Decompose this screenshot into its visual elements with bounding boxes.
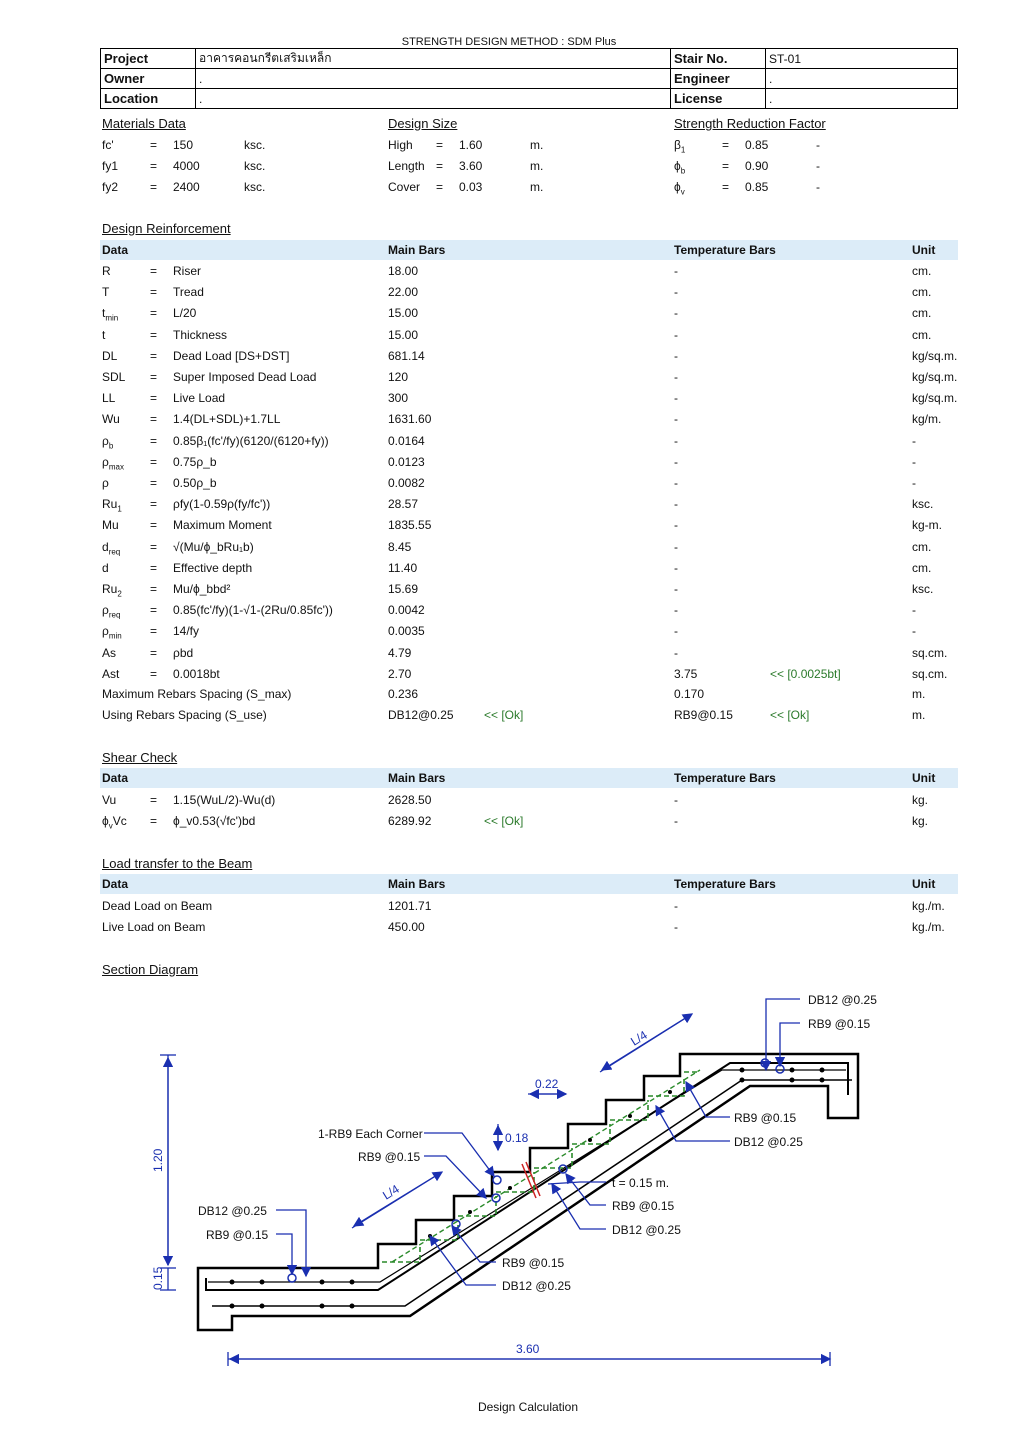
reinf-row-temp: 3.75 bbox=[674, 666, 698, 681]
design_size-unit: m. bbox=[530, 180, 544, 194]
reinf-row-main: 11.40 bbox=[388, 560, 418, 575]
reduction-symbol-symbol: ϕ bbox=[674, 180, 681, 194]
load-heading: Load transfer to the Beam bbox=[102, 856, 253, 871]
reinf-row-desc: 0.0018bt bbox=[173, 666, 220, 681]
label-l4-top: L/4 bbox=[628, 1027, 650, 1049]
reduction-symbol-subscript: b bbox=[680, 166, 686, 176]
reinf-row-unit: ksc. bbox=[912, 497, 934, 512]
reinf-row-main: 0.0082 bbox=[388, 476, 425, 490]
reinf-row-desc: Super Imposed Dead Load bbox=[173, 370, 317, 384]
label-db12-left: DB12 @0.25 bbox=[198, 1204, 267, 1218]
smax-label: Maximum Rebars Spacing (S_max) bbox=[102, 687, 292, 701]
stair-value: ST-01 bbox=[766, 49, 958, 69]
smax-unit: m. bbox=[912, 687, 926, 701]
shear-row-unit: kg. bbox=[912, 814, 929, 828]
reinf-row-symbol-symbol: ρ bbox=[102, 476, 109, 490]
leader-db12-bottom bbox=[430, 1236, 496, 1285]
label-rb9-right: RB9 @0.15 bbox=[734, 1111, 797, 1125]
reinf-row-temp: - bbox=[674, 306, 678, 321]
reinf-row-desc: Thickness bbox=[173, 327, 228, 342]
reinf-row-temp: - bbox=[674, 645, 678, 660]
materials-heading: Materials Data bbox=[102, 116, 186, 131]
reinf-row-temp: - bbox=[674, 497, 678, 512]
reinf-row-unit: ksc. bbox=[912, 582, 934, 596]
license-value: . bbox=[766, 89, 958, 109]
reinf-row-temp: - bbox=[674, 264, 678, 278]
reinf-row-symbol-subscript: req bbox=[108, 610, 121, 620]
reinf-row-symbol-symbol: T bbox=[102, 285, 110, 300]
load-row-unit: kg./m. bbox=[912, 920, 945, 934]
reinf-row-symbol-symbol: Mu bbox=[102, 518, 119, 533]
reinf-row-symbol-symbol: t bbox=[102, 306, 106, 321]
reinf-row-unit: kg/m. bbox=[912, 412, 942, 427]
label-corner: 1-RB9 Each Corner bbox=[318, 1127, 423, 1141]
reinf-row-desc: 0.85(fc'/fy)(1-√1-(2Ru/0.85fc')) bbox=[173, 603, 333, 618]
shear-row-desc: 1.15(WuL/2)-Wu(d) bbox=[173, 793, 276, 807]
reinf-row-temp: - bbox=[674, 412, 678, 427]
reduction-symbol-symbol: ϕ bbox=[674, 159, 681, 173]
reinf-row-main: 1631.60 bbox=[388, 412, 432, 427]
reinf-row-symbol bbox=[102, 306, 118, 322]
shear-row-symbol bbox=[102, 793, 116, 807]
reduction-value: 0.90 bbox=[745, 159, 769, 173]
shear-row-equals: = bbox=[150, 793, 158, 807]
load-col-unit: Unit bbox=[912, 877, 936, 891]
owner-value: . bbox=[196, 69, 671, 89]
reinf-row-desc: 14/fy bbox=[173, 624, 200, 639]
reinf-row-main: 120 bbox=[388, 370, 409, 384]
reinf-row-main: 2.70 bbox=[388, 666, 412, 681]
reduction-symbol bbox=[674, 159, 685, 175]
load-row-temp: - bbox=[674, 920, 678, 934]
reduction-symbol-subscript: v bbox=[680, 187, 685, 197]
label-thickness: t = 0.15 m. bbox=[612, 1176, 670, 1190]
reinf-row-symbol bbox=[102, 476, 109, 490]
reinf-row-symbol-symbol: ρ bbox=[102, 454, 109, 469]
reinf-row-desc: 0.75ρ_b bbox=[173, 454, 217, 469]
reinf-row-unit: kg-m. bbox=[912, 518, 942, 533]
reinf-row-temp: - bbox=[674, 582, 678, 596]
reinf-row-symbol-subscript: 2 bbox=[117, 589, 122, 599]
suse-temp-ok: << [Ok] bbox=[770, 708, 810, 722]
reinf-row-symbol-symbol: d bbox=[102, 560, 109, 575]
owner-label: Owner bbox=[101, 69, 196, 89]
design_size-unit: m. bbox=[530, 159, 544, 173]
materials-equals: = bbox=[150, 159, 158, 173]
reinf-row-symbol bbox=[102, 328, 105, 342]
reinf-row-main: 4.79 bbox=[388, 645, 412, 660]
reinf-row-symbol bbox=[102, 518, 119, 532]
reinf-row-symbol-symbol: ρ bbox=[102, 433, 109, 448]
reinf-row-symbol-symbol: DL bbox=[102, 348, 118, 363]
label-db12-right: DB12 @0.25 bbox=[734, 1135, 803, 1149]
reinf-row-equals: = bbox=[150, 518, 158, 533]
reinf-row-unit: - bbox=[912, 603, 916, 618]
reinf-row-main: 15.00 bbox=[388, 327, 419, 342]
label-tread: 0.22 bbox=[535, 1077, 559, 1091]
reinf-row-symbol-subscript: req bbox=[108, 546, 121, 556]
reinf-row-equals: = bbox=[150, 454, 158, 469]
materials-equals: = bbox=[150, 138, 158, 152]
engineer-label: Engineer bbox=[671, 69, 766, 89]
reduction-value: 0.85 bbox=[745, 180, 769, 194]
reinf-row-temp: - bbox=[674, 348, 678, 363]
reinf-row-symbol-subscript: min bbox=[105, 313, 119, 323]
load-row-main: 1201.71 bbox=[388, 899, 432, 913]
shear-row-main: 6289.92 bbox=[388, 814, 432, 828]
leader-thickness bbox=[548, 1182, 606, 1184]
reinf-row-equals: = bbox=[150, 370, 158, 384]
smax-main: 0.236 bbox=[388, 687, 419, 701]
load-row-desc: Dead Load on Beam bbox=[102, 899, 213, 913]
diagram-heading: Section Diagram bbox=[102, 962, 199, 977]
reinf-row-equals: = bbox=[150, 624, 158, 639]
reinf-row-unit: cm. bbox=[912, 560, 932, 575]
materials-unit: ksc. bbox=[244, 180, 266, 194]
materials-symbol: fy1 bbox=[102, 159, 119, 173]
reduction-symbol-symbol: β bbox=[674, 138, 681, 152]
leader-db12-top bbox=[766, 999, 800, 1070]
reinforcement-header-band bbox=[100, 240, 958, 260]
reinf-row-equals: = bbox=[150, 603, 158, 618]
reinf-row-temp: - bbox=[674, 285, 678, 300]
reinf-row-desc: Tread bbox=[173, 285, 204, 300]
reinf-row-symbol bbox=[102, 434, 113, 450]
project-header-table bbox=[100, 48, 958, 109]
design_size-symbol: Cover bbox=[388, 180, 421, 194]
reinf-col-main: Main Bars bbox=[388, 243, 446, 257]
reinf-row-equals: = bbox=[150, 327, 158, 342]
shear-row-unit: kg. bbox=[912, 793, 929, 807]
reinf-row-symbol bbox=[102, 582, 122, 598]
reinf-row-unit: - bbox=[912, 454, 916, 469]
materials-symbol: fc' bbox=[102, 138, 114, 152]
reinf-row-desc: ρfy(1-0.59ρ(fy/fc')) bbox=[173, 497, 271, 512]
reinf-row-symbol bbox=[102, 603, 120, 619]
reinf-row-main: 28.57 bbox=[388, 497, 419, 512]
design_size-value: 3.60 bbox=[459, 159, 483, 173]
reinf-row-unit: sq.cm. bbox=[912, 645, 948, 660]
reinf-row-symbol bbox=[102, 561, 109, 575]
label-db12-bottom: DB12 @0.25 bbox=[502, 1279, 571, 1293]
reinf-row-temp: - bbox=[674, 327, 678, 342]
reinf-row-equals: = bbox=[150, 348, 158, 363]
materials-unit: ksc. bbox=[244, 159, 266, 173]
reinf-row-desc: ρbd bbox=[173, 645, 194, 660]
reduction-value: 0.85 bbox=[745, 138, 769, 152]
location-value: . bbox=[196, 89, 671, 109]
reinf-row-equals: = bbox=[150, 539, 158, 554]
design_size-symbol: Length bbox=[388, 159, 425, 173]
materials-unit: ksc. bbox=[244, 138, 266, 152]
rebar-circles bbox=[288, 1059, 784, 1282]
stair-label: Stair No. bbox=[671, 49, 766, 69]
reinf-row-temp: - bbox=[674, 370, 678, 384]
design_size-value: 1.60 bbox=[459, 138, 483, 152]
reinf-row-desc: L/20 bbox=[173, 306, 197, 321]
materials-symbol: fy2 bbox=[102, 180, 119, 194]
reinf-row-unit: cm. bbox=[912, 285, 932, 300]
label-db12-mid: DB12 @0.25 bbox=[612, 1223, 681, 1237]
shear-header-band bbox=[100, 768, 958, 788]
reinf-row-symbol-subscript: b bbox=[108, 440, 114, 450]
reduction-symbol bbox=[674, 180, 685, 196]
reinf-row-symbol-symbol: Ast bbox=[102, 666, 120, 681]
shear-row-desc: ϕ_v0.53(√fc')bd bbox=[173, 814, 256, 828]
label-rb9-mid: RB9 @0.15 bbox=[612, 1199, 675, 1213]
project-label: Project bbox=[101, 49, 196, 69]
location-label: Location bbox=[101, 89, 196, 109]
reinf-row-main: 300 bbox=[388, 391, 409, 406]
shear-col-data: Data bbox=[102, 771, 129, 785]
reinf-row-temp: - bbox=[674, 624, 678, 639]
label-db12-top: DB12 @0.25 bbox=[808, 993, 877, 1007]
rebar-dots bbox=[230, 1068, 825, 1309]
reinf-row-temp: - bbox=[674, 518, 678, 533]
reinf-row-desc: Maximum Moment bbox=[173, 518, 272, 533]
design_size-unit: m. bbox=[530, 138, 544, 152]
reinf-row-equals: = bbox=[150, 582, 158, 596]
stair-section-diagram bbox=[0, 980, 1018, 1380]
label-riser: 0.18 bbox=[505, 1131, 529, 1145]
reinf-row-unit: sq.cm. bbox=[912, 666, 948, 681]
label-rb9-corner: RB9 @0.15 bbox=[358, 1150, 421, 1164]
reinf-row-main: 15.00 bbox=[388, 306, 419, 321]
reinf-row-symbol-symbol: Wu bbox=[102, 412, 120, 427]
reinf-row-desc: √(Mu/ϕ_bRu₁b) bbox=[173, 539, 254, 554]
footer-caption: Design Calculation bbox=[477, 1400, 579, 1414]
shear-row-main: 2628.50 bbox=[388, 793, 432, 807]
smax-temp: 0.170 bbox=[674, 687, 705, 701]
load-row-main: 450.00 bbox=[388, 920, 425, 934]
reinf-row-equals: = bbox=[150, 306, 158, 321]
reinf-row-main: 1835.55 bbox=[388, 518, 432, 533]
reinf-row-equals: = bbox=[150, 560, 158, 575]
reinf-col-unit: Unit bbox=[912, 243, 936, 257]
label-rb9-bottom: RB9 @0.15 bbox=[502, 1256, 565, 1270]
reinf-row-equals: = bbox=[150, 391, 158, 406]
label-length: 3.60 bbox=[516, 1342, 540, 1356]
reinf-row-equals: = bbox=[150, 645, 158, 660]
design_size-value: 0.03 bbox=[459, 180, 483, 194]
reinf-row-symbol bbox=[102, 540, 120, 556]
design_size-equals: = bbox=[436, 180, 444, 194]
reinf-row-unit: - bbox=[912, 624, 916, 639]
reinf-row-temp: - bbox=[674, 476, 678, 490]
shear-row-symbol-symbol: ϕ bbox=[102, 814, 109, 828]
load-col-main: Main Bars bbox=[388, 877, 446, 891]
reinf-row-unit: cm. bbox=[912, 327, 932, 342]
suse-temp: RB9@0.15 bbox=[674, 708, 733, 722]
reinf-row-main: 0.0164 bbox=[388, 433, 425, 448]
reinf-row-symbol-subscript: min bbox=[108, 631, 122, 641]
reinf-row-temp-note: << [0.0025bt] bbox=[770, 666, 841, 681]
reinf-row-unit: cm. bbox=[912, 539, 932, 554]
reinf-row-main: 18.00 bbox=[388, 264, 419, 278]
reinf-row-desc: Mu/ϕ_bbd² bbox=[173, 582, 231, 596]
reinf-row-desc: Live Load bbox=[173, 391, 226, 406]
load-header-band bbox=[100, 874, 958, 894]
reinf-row-equals: = bbox=[150, 433, 158, 448]
license-label: License bbox=[671, 89, 766, 109]
materials-value: 4000 bbox=[173, 159, 200, 173]
reinf-row-symbol bbox=[102, 412, 120, 426]
label-slab: 0.15 bbox=[151, 1266, 165, 1290]
reinf-row-symbol-subscript: max bbox=[108, 462, 124, 472]
load-row-desc: Live Load on Beam bbox=[102, 920, 206, 934]
reinf-row-symbol bbox=[102, 370, 125, 384]
suse-main: DB12@0.25 bbox=[388, 708, 454, 722]
reinf-row-unit: kg/sq.m. bbox=[912, 370, 958, 384]
reinf-row-symbol-subscript: 1 bbox=[117, 504, 122, 514]
reinf-row-symbol bbox=[102, 667, 119, 681]
leader-db12-left bbox=[276, 1210, 306, 1276]
reinf-row-main: 0.0042 bbox=[388, 603, 425, 618]
reinf-row-desc: 1.4(DL+SDL)+1.7LL bbox=[173, 412, 281, 427]
reinf-row-desc: 0.50ρ_b bbox=[173, 476, 217, 490]
reinf-row-main: 681.14 bbox=[388, 348, 425, 363]
reduction-equals: = bbox=[722, 138, 730, 152]
reinf-row-desc: Riser bbox=[173, 264, 202, 278]
reinf-row-temp: - bbox=[674, 539, 678, 554]
reinf-row-symbol bbox=[102, 391, 115, 405]
design_size-equals: = bbox=[436, 138, 444, 152]
reinf-row-equals: = bbox=[150, 476, 158, 490]
load-col-temp: Temperature Bars bbox=[674, 877, 776, 891]
page-title: STRENGTH DESIGN METHOD : SDM Plus bbox=[401, 36, 617, 48]
reinf-row-equals: = bbox=[150, 412, 158, 427]
reduction-unit: - bbox=[816, 138, 820, 152]
reinf-row-symbol bbox=[102, 646, 116, 660]
reinf-row-symbol-symbol: ρ bbox=[102, 603, 109, 618]
reinf-row-symbol bbox=[102, 349, 117, 363]
reinf-row-temp: - bbox=[674, 391, 678, 406]
label-rb9-left: RB9 @0.15 bbox=[206, 1228, 269, 1242]
reinf-row-temp: - bbox=[674, 603, 678, 618]
reinf-row-symbol-symbol: Ru bbox=[102, 497, 118, 512]
reinf-row-main: 22.00 bbox=[388, 285, 419, 300]
reinf-row-unit: - bbox=[912, 433, 916, 448]
suse-unit: m. bbox=[912, 708, 926, 722]
reinf-row-main: 15.69 bbox=[388, 582, 419, 596]
reinf-row-symbol bbox=[102, 497, 122, 513]
label-l4-bottom: L/4 bbox=[380, 1181, 402, 1203]
reduction-equals: = bbox=[722, 180, 730, 194]
reinf-row-symbol bbox=[102, 455, 124, 471]
leader-rb9-top bbox=[780, 1023, 800, 1066]
reinf-row-equals: = bbox=[150, 264, 158, 278]
reinf-row-symbol bbox=[102, 285, 109, 299]
reduction-unit: - bbox=[816, 180, 820, 194]
reinforcement-heading: Design Reinforcement bbox=[102, 221, 231, 236]
reinf-row-symbol-symbol: t bbox=[102, 327, 106, 342]
reinf-row-symbol-symbol: Ru bbox=[102, 582, 118, 596]
engineer-value: . bbox=[766, 69, 958, 89]
reduction-heading: Strength Reduction Factor bbox=[674, 116, 826, 131]
reinf-row-temp: - bbox=[674, 454, 678, 469]
shear-row-symbol-suffix: Vc bbox=[112, 814, 127, 828]
materials-value: 150 bbox=[173, 138, 194, 152]
reinf-row-unit: kg/sq.m. bbox=[912, 348, 958, 363]
reduction-unit: - bbox=[816, 159, 820, 173]
reinf-row-symbol-symbol: LL bbox=[102, 391, 116, 406]
reinf-row-desc: Dead Load [DS+DST] bbox=[173, 348, 290, 363]
reinf-row-desc: 0.85β₁(fc'/fy)(6120/(6120+fy)) bbox=[173, 433, 329, 448]
reinf-col-data: Data bbox=[102, 243, 129, 257]
suse-label: Using Rebars Spacing (S_use) bbox=[102, 708, 267, 722]
shear-row-temp: - bbox=[674, 793, 678, 807]
reinf-col-temp: Temperature Bars bbox=[674, 243, 776, 257]
load-col-data: Data bbox=[102, 877, 129, 891]
shear-col-unit: Unit bbox=[912, 771, 936, 785]
reinf-row-main: 0.0035 bbox=[388, 624, 425, 639]
label-rb9-top: RB9 @0.15 bbox=[808, 1017, 871, 1031]
label-height: 1.20 bbox=[151, 1148, 165, 1172]
reinf-row-temp: - bbox=[674, 433, 678, 448]
reinf-row-main: 8.45 bbox=[388, 539, 412, 554]
shear-col-temp: Temperature Bars bbox=[674, 771, 776, 785]
reinf-row-symbol-symbol: SDL bbox=[102, 370, 126, 384]
shear-heading: Shear Check bbox=[102, 750, 178, 765]
reinf-row-symbol-symbol: d bbox=[102, 539, 109, 554]
load-row-temp: - bbox=[674, 899, 678, 913]
shear-row-symbol bbox=[102, 814, 127, 830]
design_size-symbol: High bbox=[388, 138, 413, 152]
project-value: อาคารคอนกรีตเสริมเหล็ก bbox=[196, 49, 671, 69]
reinf-row-equals: = bbox=[150, 285, 158, 300]
reinf-row-symbol-symbol: R bbox=[102, 264, 111, 278]
leader-rb9-bottom bbox=[452, 1226, 496, 1262]
reinf-row-equals: = bbox=[150, 497, 158, 512]
reinf-row-symbol bbox=[102, 264, 111, 278]
design-size-heading: Design Size bbox=[388, 116, 458, 131]
shear-col-main: Main Bars bbox=[388, 771, 446, 785]
shear-row-symbol-subscript: v bbox=[108, 821, 113, 831]
reinf-row-symbol-symbol: As bbox=[102, 645, 117, 660]
reinf-row-temp: - bbox=[674, 560, 678, 575]
leader-rb9-mid bbox=[566, 1174, 606, 1205]
reinf-row-symbol-symbol: ρ bbox=[102, 624, 109, 639]
materials-value: 2400 bbox=[173, 180, 200, 194]
shear-row-symbol-symbol: Vu bbox=[102, 793, 117, 807]
materials-equals: = bbox=[150, 180, 158, 194]
reduction-symbol bbox=[674, 138, 685, 154]
reinf-row-desc: Effective depth bbox=[173, 560, 253, 575]
load-row-unit: kg./m. bbox=[912, 899, 945, 913]
suse-main-ok: << [Ok] bbox=[484, 708, 524, 722]
reinf-row-unit: - bbox=[912, 476, 916, 490]
reinf-row-symbol bbox=[102, 624, 122, 640]
reinf-row-unit: cm. bbox=[912, 306, 932, 321]
shear-row-ok: << [Ok] bbox=[484, 814, 524, 828]
reinf-row-main: 0.0123 bbox=[388, 454, 425, 469]
reinf-row-unit: kg/sq.m. bbox=[912, 391, 958, 406]
reduction-equals: = bbox=[722, 159, 730, 173]
reinf-row-equals: = bbox=[150, 666, 158, 681]
shear-row-equals: = bbox=[150, 814, 158, 828]
reinf-row-unit: cm. bbox=[912, 264, 932, 278]
shear-row-temp: - bbox=[674, 814, 678, 828]
design_size-equals: = bbox=[436, 159, 444, 173]
reduction-symbol-subscript: 1 bbox=[680, 145, 686, 155]
